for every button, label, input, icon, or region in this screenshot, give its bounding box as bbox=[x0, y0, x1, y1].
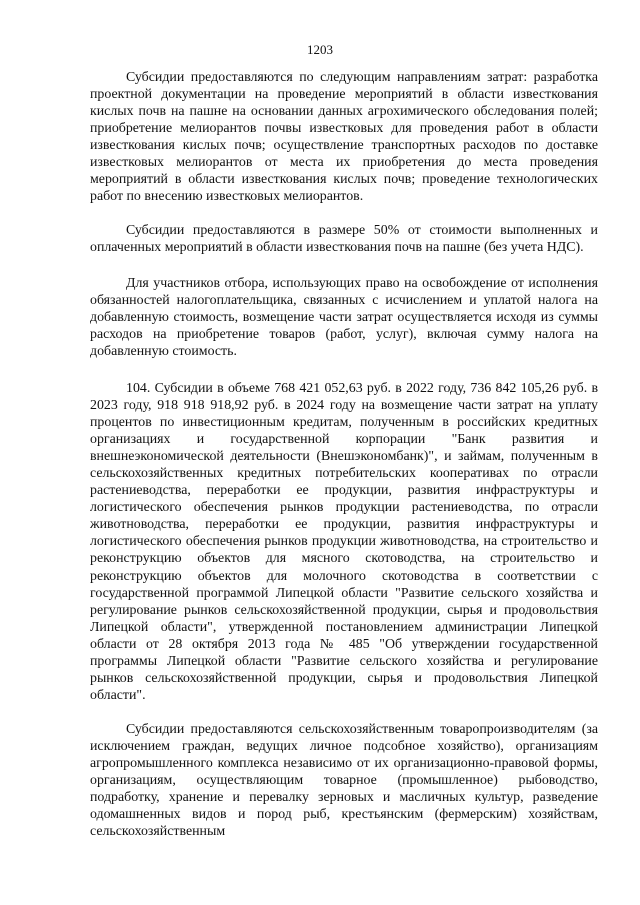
paragraph-subsidy-rate bbox=[90, 222, 598, 256]
paragraph-recipients bbox=[90, 721, 598, 840]
paragraph-subsidy-directions bbox=[90, 69, 598, 205]
paragraph-text: Субсидии предоставляются по следующим направлениям затрат: разработка проектной документации на проведение мероприятий в области известкования кислых почв на пашне на основании данных агрохимического обследования полей; приобретение мелиорантов почвы известковых для проведения работ в области известкования кислых почв; осуществление транспортных расходов по доставке известковых мелиорантов от места их приобретения до места проведения мероприятий в области известкования кислых почв; проведение технологических работ по внесению известковых мелиорантов. bbox=[90, 70, 598, 205]
paragraph-text: 104. Субсидии в объеме 768 421 052,63 руб. в 2022 году, 736 842 105,26 руб. в 2023 году, 918 918 918,92 руб. в 2024 году на возмещение части затрат на уплату процентов по инвестиционным кредитам, полученным в российских кредитных организациях и государственной корпорации "Банк развития и внешнеэкономической деятельности (Внешэкономбанк)", и займам, полученным в сельскохозяйственных кредитных потребительских кооперативах по отрасли растениеводства, переработки ее продукции, развития инфраструктуры и логистического обеспечения рынков продукции растениеводства, по отрасли животноводства, переработки ее продукции, развития инфраструктуры и логистического обеспечения рынков продукции животноводства, на строительство и реконструкцию объектов для мясного скотоводства, на строительство и реконструкцию объектов для молочного скотоводства в соответствии с государственной программой Липецкой области "Развитие сельского хозяйства и регулирование рынков сельскохозяйственной продукции, сырья и продовольствия Липецкой области", утвержденной постановлением администрации Липецкой области от 28 октября 2013 года № 485 "Об утверждении государственной программы Липецкой области "Развитие сельского хозяйства и регулирование рынков сельскохозяйственной продукции, сырья и продовольствия Липецкой области". bbox=[90, 381, 598, 703]
paragraph-text: Для участников отбора, использующих право на освобождение от исполнения обязанностей налогоплательщика, связанных с исчислением и уплатой налога на добавленную стоимость, возмещение части затрат осуществляется исходя из суммы расходов на приобретение товаров (работ, услуг), включая сумму налога на добавленную стоимость. bbox=[90, 276, 598, 360]
paragraph-item-104 bbox=[90, 380, 598, 704]
paragraph-text: Субсидии предоставляются сельскохозяйственным товаропроизводителям (за исключением граждан, ведущих личное подсобное хозяйство), организациям агропромышленного комплекса независимо от их организационно-правовой формы, организациям, осуществляющим товарное (промышленное) рыбоводство, подработку, хранение и перевалку зерновых и масличных культур, разведение одомашненных видов и пород рыб, крестьянским (фермерским) хозяйствам, сельскохозяйственным bbox=[90, 722, 598, 840]
paragraph-vat-exemption bbox=[90, 275, 598, 360]
page-number: 1203 bbox=[307, 42, 333, 57]
paragraph-text: Субсидии предоставляются в размере 50% от стоимости выполненных и оплаченных мероприятий в области известкования почв на пашне (без учета НДС). bbox=[90, 223, 598, 256]
